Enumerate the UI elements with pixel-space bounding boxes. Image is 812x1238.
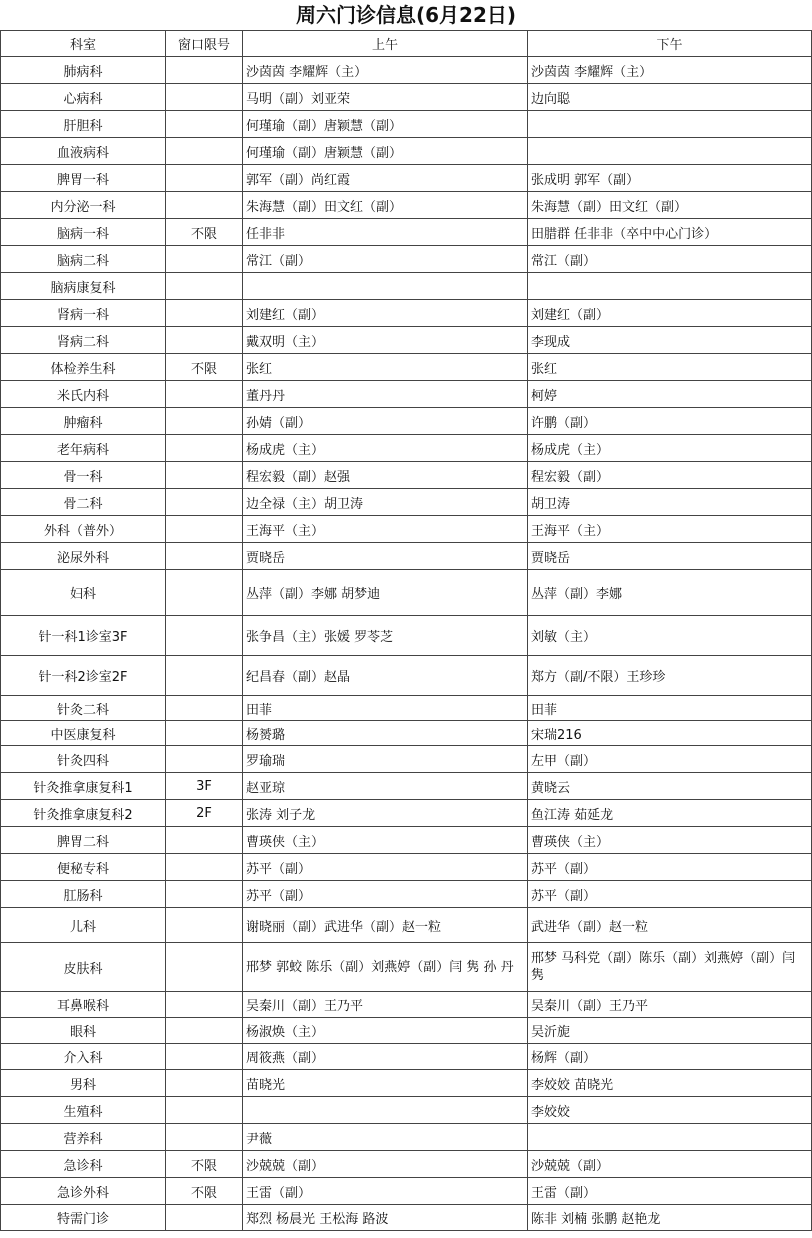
table-row — [1, 1205, 812, 1231]
pm-cell: 邢梦 马科党（副）陈乐（副）刘燕婷（副）闫 隽 — [528, 943, 812, 992]
table-row — [1, 616, 812, 656]
table-row — [1, 721, 812, 746]
pm-cell: 刘建红（副） — [528, 300, 812, 327]
table-row — [1, 881, 812, 908]
am-cell: 张红 — [243, 354, 528, 381]
table-row — [1, 1097, 812, 1124]
am-cell: 吴秦川（副）王乃平 — [243, 992, 528, 1018]
am-cell: 孙婧（副） — [243, 408, 528, 435]
limit-cell — [166, 1205, 243, 1231]
limit-cell — [166, 300, 243, 327]
am-cell: 丛萍（副）李娜 胡梦迪 — [243, 570, 528, 616]
pm-cell: 程宏毅（副） — [528, 462, 812, 489]
pm-cell: 刘敏（主） — [528, 616, 812, 656]
dept-cell: 儿科 — [1, 908, 166, 943]
limit-cell — [166, 616, 243, 656]
dept-cell: 脑病一科 — [1, 219, 166, 246]
table-row — [1, 992, 812, 1018]
am-cell: 马明（副）刘亚荣 — [243, 84, 528, 111]
dept-cell: 肝胆科 — [1, 111, 166, 138]
am-cell: 罗瑜瑞 — [243, 746, 528, 773]
table-row — [1, 1124, 812, 1151]
pm-cell: 苏平（副） — [528, 854, 812, 881]
limit-cell — [166, 881, 243, 908]
dept-cell: 营养科 — [1, 1124, 166, 1151]
dept-cell: 中医康复科 — [1, 721, 166, 746]
limit-cell — [166, 1044, 243, 1070]
limit-cell — [166, 543, 243, 570]
limit-cell: 3F — [166, 773, 243, 800]
dept-cell: 便秘专科 — [1, 854, 166, 881]
header-dept: 科室 — [1, 31, 166, 57]
pm-cell: 杨成虎（主） — [528, 435, 812, 462]
header-pm: 下午 — [528, 31, 812, 57]
limit-cell — [166, 656, 243, 696]
table-row — [1, 570, 812, 616]
am-cell: 常江（副） — [243, 246, 528, 273]
dept-cell: 急诊科 — [1, 1151, 166, 1178]
table-row — [1, 381, 812, 408]
limit-cell — [166, 1124, 243, 1151]
table-row — [1, 57, 812, 84]
am-cell: 王雷（副） — [243, 1178, 528, 1205]
pm-cell: 边向聪 — [528, 84, 812, 111]
pm-cell — [528, 138, 812, 165]
limit-cell — [166, 570, 243, 616]
limit-cell — [166, 111, 243, 138]
dept-cell: 眼科 — [1, 1018, 166, 1044]
table-row — [1, 165, 812, 192]
am-cell: 王海平（主） — [243, 516, 528, 543]
limit-cell: 不限 — [166, 219, 243, 246]
pm-cell — [528, 111, 812, 138]
dept-cell: 生殖科 — [1, 1097, 166, 1124]
dept-cell: 老年病科 — [1, 435, 166, 462]
pm-cell: 胡卫涛 — [528, 489, 812, 516]
dept-cell: 外科（普外） — [1, 516, 166, 543]
dept-cell: 肛肠科 — [1, 881, 166, 908]
limit-cell — [166, 462, 243, 489]
dept-cell: 皮肤科 — [1, 943, 166, 992]
limit-cell — [166, 1018, 243, 1044]
am-cell: 杨淑焕（主） — [243, 1018, 528, 1044]
table-row — [1, 462, 812, 489]
dept-cell: 骨二科 — [1, 489, 166, 516]
limit-cell — [166, 408, 243, 435]
am-cell: 苏平（副） — [243, 881, 528, 908]
am-cell: 杨成虎（主） — [243, 435, 528, 462]
pm-cell: 李姣姣 苗晓光 — [528, 1070, 812, 1097]
limit-cell: 不限 — [166, 354, 243, 381]
dept-cell: 肿瘤科 — [1, 408, 166, 435]
am-cell: 邢梦 郭蛟 陈乐（副）刘燕婷（副）闫 隽 孙 丹 — [243, 943, 528, 992]
am-cell: 田菲 — [243, 696, 528, 721]
am-cell: 尹薇 — [243, 1124, 528, 1151]
am-cell — [243, 273, 528, 300]
pm-cell: 李姣姣 — [528, 1097, 812, 1124]
am-cell: 曹瑛侠（主） — [243, 827, 528, 854]
dept-cell: 妇科 — [1, 570, 166, 616]
table-row — [1, 408, 812, 435]
pm-cell: 武进华（副）赵一粒 — [528, 908, 812, 943]
dept-cell: 脑病二科 — [1, 246, 166, 273]
pm-cell: 吴秦川（副）王乃平 — [528, 992, 812, 1018]
dept-cell: 泌尿外科 — [1, 543, 166, 570]
table-row — [1, 656, 812, 696]
clinic-schedule-table — [0, 30, 812, 1231]
table-row — [1, 1070, 812, 1097]
limit-cell — [166, 992, 243, 1018]
am-cell: 郑烈 杨晨光 王松海 路波 — [243, 1205, 528, 1231]
pm-cell — [528, 273, 812, 300]
pm-cell: 柯婷 — [528, 381, 812, 408]
table-row — [1, 854, 812, 881]
table-row — [1, 84, 812, 111]
limit-cell — [166, 827, 243, 854]
dept-cell: 肾病二科 — [1, 327, 166, 354]
pm-cell: 王雷（副） — [528, 1178, 812, 1205]
limit-cell — [166, 192, 243, 219]
limit-cell — [166, 273, 243, 300]
table-row — [1, 800, 812, 827]
am-cell: 边全禄（主）胡卫涛 — [243, 489, 528, 516]
limit-cell — [166, 489, 243, 516]
limit-cell: 2F — [166, 800, 243, 827]
table-row — [1, 773, 812, 800]
table-row — [1, 1151, 812, 1178]
table-row — [1, 138, 812, 165]
am-cell: 何瑾瑜（副）唐颖慧（副） — [243, 111, 528, 138]
am-cell: 戴双明（主） — [243, 327, 528, 354]
am-cell: 苗晓光 — [243, 1070, 528, 1097]
dept-cell: 体检养生科 — [1, 354, 166, 381]
am-cell: 郭军（副）尚红霞 — [243, 165, 528, 192]
limit-cell — [166, 1097, 243, 1124]
am-cell — [243, 1097, 528, 1124]
table-row — [1, 327, 812, 354]
pm-cell: 丛萍（副）李娜 — [528, 570, 812, 616]
table-row — [1, 354, 812, 381]
pm-cell: 宋瑞216 — [528, 721, 812, 746]
table-row — [1, 219, 812, 246]
pm-cell: 张成明 郭军（副） — [528, 165, 812, 192]
pm-cell: 杨辉（副） — [528, 1044, 812, 1070]
limit-cell — [166, 696, 243, 721]
pm-cell: 郑方（副/不限）王珍珍 — [528, 656, 812, 696]
table-row — [1, 1018, 812, 1044]
am-cell: 任非非 — [243, 219, 528, 246]
limit-cell — [166, 721, 243, 746]
dept-cell: 脑病康复科 — [1, 273, 166, 300]
pm-cell: 贾晓岳 — [528, 543, 812, 570]
table-row — [1, 696, 812, 721]
dept-cell: 内分泌一科 — [1, 192, 166, 219]
table-row — [1, 543, 812, 570]
table-row — [1, 1178, 812, 1205]
pm-cell — [528, 1124, 812, 1151]
dept-cell: 针灸推拿康复科2 — [1, 800, 166, 827]
am-cell: 贾晓岳 — [243, 543, 528, 570]
table-row — [1, 246, 812, 273]
dept-cell: 米氏内科 — [1, 381, 166, 408]
table-row — [1, 300, 812, 327]
dept-cell: 针灸二科 — [1, 696, 166, 721]
pm-cell: 吴沂旎 — [528, 1018, 812, 1044]
pm-cell: 沙茵茵 李耀辉（主） — [528, 57, 812, 84]
table-row — [1, 192, 812, 219]
table-row — [1, 1044, 812, 1070]
pm-cell: 张红 — [528, 354, 812, 381]
table-row — [1, 908, 812, 943]
table-row — [1, 746, 812, 773]
limit-cell: 不限 — [166, 1178, 243, 1205]
limit-cell — [166, 165, 243, 192]
pm-cell: 沙兢兢（副） — [528, 1151, 812, 1178]
am-cell: 张争昌（主）张媛 罗苓芝 — [243, 616, 528, 656]
pm-cell: 曹瑛侠（主） — [528, 827, 812, 854]
dept-cell: 心病科 — [1, 84, 166, 111]
am-cell: 苏平（副） — [243, 854, 528, 881]
dept-cell: 肾病一科 — [1, 300, 166, 327]
limit-cell — [166, 327, 243, 354]
header-limit: 窗口限号 — [166, 31, 243, 57]
dept-cell: 介入科 — [1, 1044, 166, 1070]
am-cell: 程宏毅（副）赵强 — [243, 462, 528, 489]
table-row — [1, 489, 812, 516]
pm-cell: 田菲 — [528, 696, 812, 721]
page-title: 周六门诊信息(6月22日) — [295, 3, 517, 27]
am-cell: 谢晓丽（副）武进华（副）赵一粒 — [243, 908, 528, 943]
am-cell: 杨赟璐 — [243, 721, 528, 746]
pm-cell: 许鹏（副） — [528, 408, 812, 435]
am-cell: 纪昌春（副）赵晶 — [243, 656, 528, 696]
dept-cell: 脾胃一科 — [1, 165, 166, 192]
dept-cell: 肺病科 — [1, 57, 166, 84]
table-row — [1, 827, 812, 854]
am-cell: 董丹丹 — [243, 381, 528, 408]
dept-cell: 针灸推拿康复科1 — [1, 773, 166, 800]
am-cell: 张涛 刘子龙 — [243, 800, 528, 827]
header-row — [1, 31, 812, 57]
limit-cell — [166, 138, 243, 165]
limit-cell — [166, 908, 243, 943]
am-cell: 沙茵茵 李耀辉（主） — [243, 57, 528, 84]
pm-cell: 常江（副） — [528, 246, 812, 273]
am-cell: 朱海慧（副）田文红（副） — [243, 192, 528, 219]
limit-cell — [166, 84, 243, 111]
dept-cell: 男科 — [1, 1070, 166, 1097]
pm-cell: 鱼江涛 茹延龙 — [528, 800, 812, 827]
dept-cell: 针一科1诊室3F — [1, 616, 166, 656]
limit-cell: 不限 — [166, 1151, 243, 1178]
table-row — [1, 516, 812, 543]
limit-cell — [166, 746, 243, 773]
dept-cell: 急诊外科 — [1, 1178, 166, 1205]
am-cell: 赵亚琼 — [243, 773, 528, 800]
dept-cell: 耳鼻喉科 — [1, 992, 166, 1018]
pm-cell: 田腊群 任非非（卒中中心门诊） — [528, 219, 812, 246]
limit-cell — [166, 381, 243, 408]
limit-cell — [166, 1070, 243, 1097]
am-cell: 刘建红（副） — [243, 300, 528, 327]
table-row — [1, 273, 812, 300]
limit-cell — [166, 854, 243, 881]
table-row — [1, 435, 812, 462]
dept-cell: 骨一科 — [1, 462, 166, 489]
am-cell: 沙兢兢（副） — [243, 1151, 528, 1178]
limit-cell — [166, 246, 243, 273]
pm-cell: 朱海慧（副）田文红（副） — [528, 192, 812, 219]
table-row — [1, 943, 812, 992]
limit-cell — [166, 516, 243, 543]
am-cell: 周筱燕（副） — [243, 1044, 528, 1070]
dept-cell: 血液病科 — [1, 138, 166, 165]
pm-cell: 陈非 刘楠 张鹏 赵艳龙 — [528, 1205, 812, 1231]
pm-cell: 李现成 — [528, 327, 812, 354]
header-am: 上午 — [243, 31, 528, 57]
pm-cell: 苏平（副） — [528, 881, 812, 908]
limit-cell — [166, 943, 243, 992]
limit-cell — [166, 435, 243, 462]
am-cell: 何瑾瑜（副）唐颖慧（副） — [243, 138, 528, 165]
dept-cell: 针灸四科 — [1, 746, 166, 773]
table-row — [1, 111, 812, 138]
pm-cell: 王海平（主） — [528, 516, 812, 543]
dept-cell: 针一科2诊室2F — [1, 656, 166, 696]
pm-cell: 黄晓云 — [528, 773, 812, 800]
dept-cell: 脾胃二科 — [1, 827, 166, 854]
dept-cell: 特需门诊 — [1, 1205, 166, 1231]
pm-cell: 左甲（副） — [528, 746, 812, 773]
limit-cell — [166, 57, 243, 84]
